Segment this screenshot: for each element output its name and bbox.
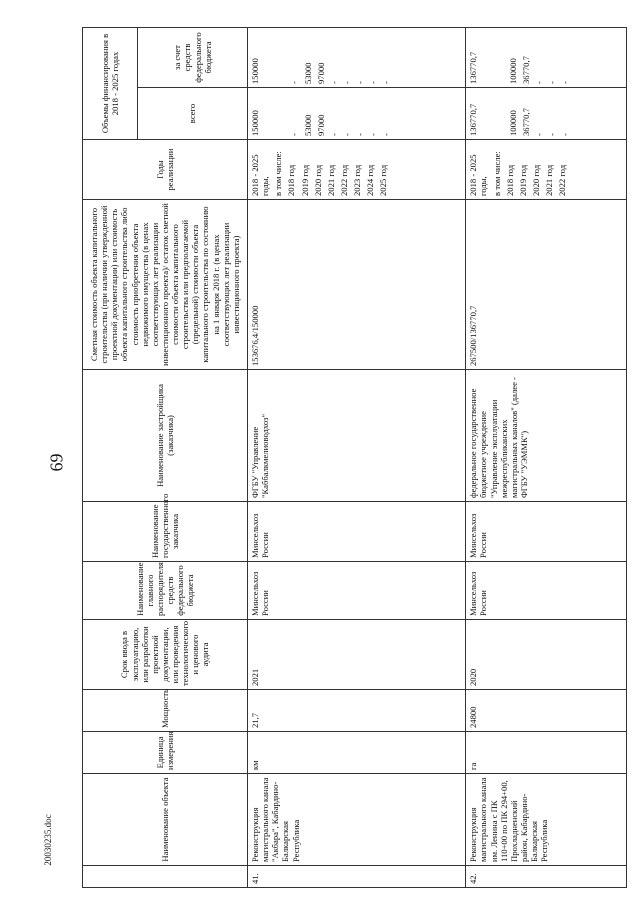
cell-line: - xyxy=(560,81,571,84)
cell-line: 53000 xyxy=(302,114,313,136)
cell-line: - xyxy=(560,133,571,136)
header-total: всего xyxy=(138,88,248,140)
row-deadline: 2021 xyxy=(248,620,466,690)
cell-line: - xyxy=(341,81,352,84)
cell-line xyxy=(481,31,491,84)
header-deadline: Срок ввода в эксплуатацию, или разработки проектной документации, или проведения технологического и ценового аудита xyxy=(83,620,248,690)
cell-line: 2020 год xyxy=(530,164,541,196)
cell-line: 2019 год xyxy=(517,164,528,196)
header-years: Годы реализации xyxy=(83,140,248,200)
cell-line: - xyxy=(368,81,379,84)
cell-line: 136770,7 xyxy=(468,51,479,84)
cell-line: 36770,7 xyxy=(520,108,531,136)
table-row xyxy=(466,28,627,888)
cell-line: - xyxy=(547,81,558,84)
cell-line: - xyxy=(328,81,339,84)
document-id: 20030235.doc xyxy=(43,814,53,866)
row-total xyxy=(466,88,627,140)
cell-line xyxy=(495,31,505,84)
cell-line: 2018 - 2025 годы, xyxy=(468,154,489,196)
row-cost: 153676,4/150000 xyxy=(248,200,466,370)
header-customer: Наименование государственного заказчика xyxy=(83,502,248,562)
cell-line: - xyxy=(289,81,300,84)
row-federal xyxy=(248,28,466,88)
cell-line: 2025 год xyxy=(378,164,389,196)
cell-line: 2023 год xyxy=(352,164,363,196)
cell-line: 2018 год xyxy=(286,164,297,196)
cell-line: 36770,7 xyxy=(520,56,531,84)
table-sheet xyxy=(82,28,627,888)
cell-line xyxy=(263,31,273,84)
row-years xyxy=(466,140,627,200)
cell-line: 2018 - 2025 годы, xyxy=(250,154,271,196)
cell-line: 53000 xyxy=(302,62,313,84)
cell-line: 100000 xyxy=(507,58,518,84)
row-main-manager: Минсельхоз России xyxy=(248,562,466,620)
cell-line: - xyxy=(533,81,544,84)
row-federal xyxy=(466,28,627,88)
row-years xyxy=(248,140,466,200)
row-customer: Минсельхоз России xyxy=(466,502,627,562)
row-developer: федеральное государственное бюджетное учреждение "Управление эксплуатации межреспубликанских магистральных каналов" (далее - ФГБУ "УЭММК") xyxy=(466,370,627,502)
header-cost: Сметная стоимость объекта капитального строительства (при наличии утвержденной проектной документации) или стоимость объекта капитального строительства либо стоимость приобретения объекта недвижимого имущества (в ценах соответствующих лет реализации инвестиционного проекта)/ остаток сметной стоимости объекта капитального строительства или предполагаемой (предельной) стоимости объекта капитального строительства по состоянию на 1 января 2018 г. (в ценах соответствующих лет реализации инвестиционного проекта) xyxy=(83,200,248,370)
cell-line xyxy=(263,91,273,136)
page-number: 69 xyxy=(46,453,67,472)
cell-line: - xyxy=(355,81,366,84)
cell-line: - xyxy=(547,133,558,136)
cell-line: 97000 xyxy=(315,114,326,136)
header-federal: за счет средств федерального бюджета xyxy=(138,28,248,88)
cell-line: - xyxy=(368,133,379,136)
row-capacity: 24800 xyxy=(466,690,627,732)
cell-line: 2022 год xyxy=(557,164,568,196)
cell-line: в том числе: xyxy=(273,151,284,196)
cell-line: 2020 год xyxy=(312,164,323,196)
row-cost: 267500/136770,7 xyxy=(466,200,627,370)
header-capacity: Мощность xyxy=(83,690,248,732)
cell-line: 150000 xyxy=(250,58,260,84)
cell-line: - xyxy=(289,133,300,136)
funding-table xyxy=(82,27,627,888)
row-unit: га xyxy=(466,732,627,774)
table-row xyxy=(248,28,466,888)
cell-line: 2024 год xyxy=(365,164,376,196)
cell-line xyxy=(481,91,491,136)
row-name: Реконструкция магистрального канала им. Ленина с ПК 110+00 по ПК 294+00, Прохладненский район, Кабардино-Балкарская Республика xyxy=(466,774,627,866)
header-main-manager: Наименование главного распорядителя средств федерального бюджета xyxy=(83,562,248,620)
cell-line: 2018 год xyxy=(504,164,515,196)
cell-line: - xyxy=(381,81,392,84)
row-capacity: 21,7 xyxy=(248,690,466,732)
row-deadline: 2020 xyxy=(466,620,627,690)
cell-line: 136770,7 xyxy=(468,103,479,136)
cell-line: - xyxy=(533,133,544,136)
cell-line xyxy=(276,91,286,136)
header-developer: Наименование застройщика (заказчика) xyxy=(83,370,248,502)
cell-line: 2021 год xyxy=(325,164,336,196)
row-unit: км xyxy=(248,732,466,774)
cell-line xyxy=(276,31,286,84)
cell-line xyxy=(495,91,505,136)
row-customer: Минсельхоз России xyxy=(248,502,466,562)
header-unit: Единица измерения xyxy=(83,732,248,774)
header-name: Наименование объекта xyxy=(83,774,248,866)
cell-line: 150000 xyxy=(250,110,260,136)
header-num xyxy=(83,866,248,888)
cell-line: - xyxy=(355,133,366,136)
cell-line: 97000 xyxy=(315,62,326,84)
row-total xyxy=(248,88,466,140)
cell-line: 2021 год xyxy=(544,164,555,196)
cell-line: в том числе: xyxy=(491,151,502,196)
cell-line: - xyxy=(341,133,352,136)
cell-line: 100000 xyxy=(507,110,518,136)
row-num: 41. xyxy=(248,866,466,888)
row-name: Реконструкция магистрального канала "Акбара", Кабардино-Балкарская Республика xyxy=(248,774,466,866)
cell-line: - xyxy=(328,133,339,136)
row-num: 42. xyxy=(466,866,627,888)
cell-line: 2022 год xyxy=(338,164,349,196)
cell-line: - xyxy=(381,133,392,136)
cell-line: 2019 год xyxy=(299,164,310,196)
row-developer: ФГБУ "Управление "Каббалкмелиоводхоз" xyxy=(248,370,466,502)
row-main-manager: Минсельхоз России xyxy=(466,562,627,620)
header-funding: Объемы финансирования в 2018 - 2025 годах xyxy=(83,28,138,140)
